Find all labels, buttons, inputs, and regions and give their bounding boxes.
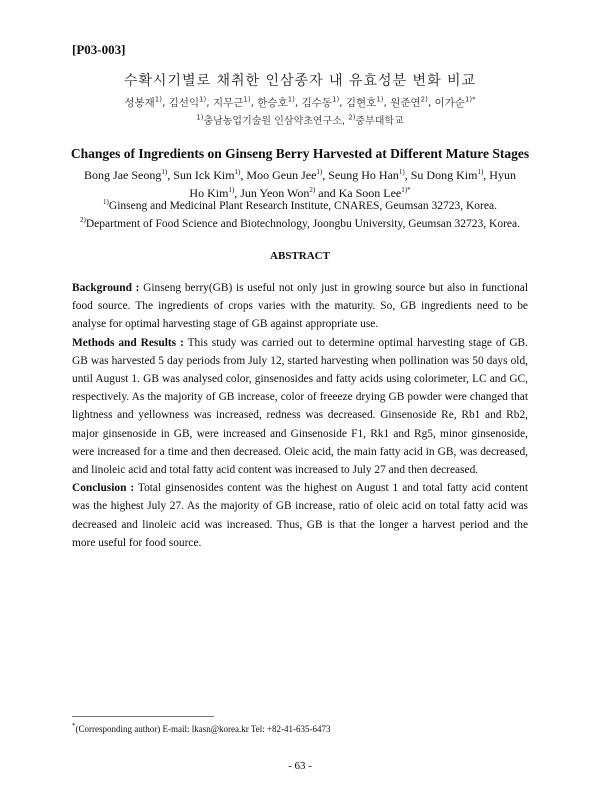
abstract-body <box>72 279 528 552</box>
authors-line-1: Bong Jae Seong$^{1)}$, Sun Ick Kim$^{1)}$, Moo Geun Jee$^{1)}$, Seung Ho Han$^{1)}$, Su Dong Kim$^{1)}$, Hyun <box>84 168 516 182</box>
author: 이가순 <box>434 97 465 109</box>
affiliation-sup: 1) <box>196 113 204 122</box>
affiliation-text: Department of Food Science and Biotechnology, Joongbu University, Geumsan 32723, Korea. <box>85 218 520 230</box>
affiliation-sup: 2) <box>348 113 356 122</box>
methods-paragraph <box>72 334 528 480</box>
author: Bong Jae Seong <box>84 168 162 182</box>
affiliation: 중부대학교 <box>355 116 404 127</box>
author-sup: 1) <box>376 95 384 104</box>
author-sup: 1) <box>477 168 484 176</box>
author-sup: 1) <box>287 95 295 104</box>
english-authors <box>72 166 528 202</box>
author-sup: 1) <box>316 168 323 176</box>
author: 성봉재 <box>124 97 155 109</box>
affiliation-sup: 1) <box>103 198 109 207</box>
methods-label: Methods and Results : <box>72 336 184 349</box>
author: Hyun <box>489 168 516 182</box>
author-sup: 1) <box>154 95 162 104</box>
author-sup: 1) <box>199 95 207 104</box>
author: 김수동 <box>301 97 333 109</box>
authors-line-2: Ho Kim$^{1)}$, Jun Yeon Won$^{2)}$ and Ka Soon Lee$^{1)*}$ <box>189 186 411 200</box>
conclusion-label: Conclusion : <box>72 482 135 495</box>
author-sup: 1) <box>332 95 340 104</box>
background-paragraph <box>72 279 528 334</box>
author: 한승호 <box>257 97 288 109</box>
author: Su Dong Kim <box>410 168 478 182</box>
conclusion-paragraph <box>72 479 528 552</box>
affiliation: 충남농업기술원 인삼약초연구소 <box>203 116 342 127</box>
author-sup: 1)* <box>464 95 476 104</box>
korean-authors: 성봉재$^{1)}$, 김선익$^{1)}$, 지무근$^{1)}$, 한승호$^{1)}$, 김수동$^{1)}$, 김현호$^{1)}$, 원준연$^{2)}$, 이가순$^{1)*}$ <box>124 95 476 109</box>
methods-text: This study was carried out to determine optimal harvesting stage of GB. GB was harvested 5 day periods from July 12, started harvesting when pollination was 50 days old, until August 1. GB was analysed color, ginsenosides and fatty acids using colorimeter, LC and GC, respectively. As the majority of GB increase, color of freeeze drying GB powder were changed that lightness and yellowness was increased, redness was decreased. Ginsenoside Re, Rb1 and Rb2, major ginsenoside in GB, were increased and Ginsenoside F1, Rk1 and Rg5, minor ginsenoside, were increased for a time and then decreased. Oleic acid, the main fatty acid in GB, was decreased, and linoleic acid and total fatty acid content was increased to July 27 and then decreased. <box>72 336 528 477</box>
affiliation-text: Ginseng and Medicinal Plant Research Institute, CNARES, Geumsan 32723, Korea. <box>108 200 497 212</box>
affiliation-1 <box>72 200 528 212</box>
author: Jun Yeon Won <box>240 186 310 200</box>
background-text: Ginseng berry(GB) is useful not only just in growing source but also in functional food source. The ingredients of crops varies with the maturity. So, GB ingredients need to be analyse for optimal harvesting stage of GB against appropriate use. <box>72 282 528 331</box>
author: Seung Ho Han <box>328 168 399 182</box>
footnote <box>72 724 331 734</box>
page-number: - 63 - <box>288 760 312 772</box>
author-sup: 1) <box>398 168 405 176</box>
footnote-text: (Corresponding author) E-mail: lkasn@korea.kr Tel: +82-41-635-6473 <box>75 724 331 734</box>
author-sup: 1) <box>243 95 251 104</box>
korean-affiliations: $^{1)}$충남농업기술원 인삼약초연구소, $^{2)}$중부대학교 <box>196 113 404 127</box>
author-sup: 1) <box>228 186 235 194</box>
author: 지무근 <box>212 97 244 109</box>
affiliation-2 <box>72 218 528 230</box>
author: 김현호 <box>345 97 377 109</box>
abstract-heading: ABSTRACT <box>270 250 330 262</box>
author: Sun Ick Kim <box>173 168 235 182</box>
author: Moo Geun Jee <box>246 168 317 182</box>
author-sup: 1)* <box>401 186 411 194</box>
author-sup: 2) <box>309 186 316 194</box>
english-title: Changes of Ingredients on Ginseng Berry Harvested at Different Mature Stages <box>70 146 530 161</box>
author: and Ka Soon Lee <box>318 186 402 200</box>
author-sup: 1) <box>234 168 241 176</box>
footnote-divider <box>72 716 214 717</box>
footnote-sup: * <box>72 722 76 730</box>
korean-title: 수확시기별로 채취한 인삼종자 내 유효성분 변화 비교 <box>123 73 477 89</box>
poster-code: [P03-003] <box>72 42 126 57</box>
affiliation-sup: 2) <box>80 216 86 225</box>
author: 원준연 <box>390 97 421 109</box>
author-sup: 2) <box>420 95 428 104</box>
conclusion-text: Total ginsenosides content was the highest on August 1 and total fatty acid content was the highest July 27. As the majority of GB increase, ratio of oleic acid on total fatty acid was decreased and linoleic acid was increased. Thus, GB is that the longer a harvest period and the more useful for food source. <box>72 482 528 549</box>
background-label: Background : <box>72 282 140 294</box>
author: Ho Kim <box>189 186 229 200</box>
author: 김선익 <box>168 97 200 109</box>
author-sup: 1) <box>161 168 168 176</box>
